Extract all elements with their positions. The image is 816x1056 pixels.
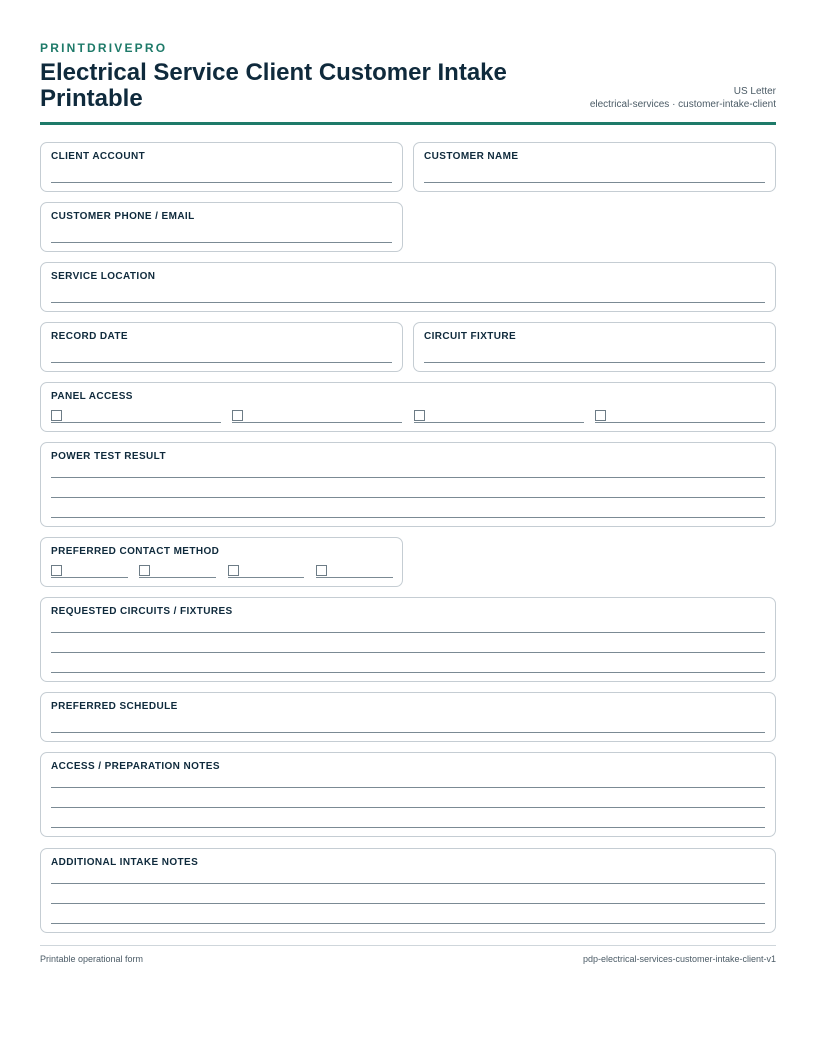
category-path: electrical-services · customer-intake-client	[589, 99, 776, 110]
access-notes-line-2[interactable]	[51, 807, 765, 808]
panel-access-field	[40, 382, 776, 432]
customer-phone-email-field	[40, 202, 403, 252]
additional-notes-line-3[interactable]	[51, 923, 765, 924]
power-test-result-line-3[interactable]	[51, 517, 765, 518]
access-notes-line-1[interactable]	[51, 787, 765, 788]
checkbox[interactable]	[51, 410, 62, 421]
panel-access-option-3[interactable]	[414, 410, 584, 422]
panel-access-option-2[interactable]	[232, 410, 402, 422]
customer-name-field	[413, 142, 776, 192]
access-preparation-notes-field	[40, 752, 776, 837]
checkbox[interactable]	[316, 565, 327, 576]
field-label: POWER TEST RESULT	[51, 451, 166, 462]
record-date-field	[40, 322, 403, 372]
contact-method-option-3[interactable]	[228, 565, 304, 577]
field-label: ACCESS / PREPARATION NOTES	[51, 761, 220, 772]
field-label: ADDITIONAL INTAKE NOTES	[51, 857, 199, 868]
field-label: SERVICE LOCATION	[51, 271, 156, 282]
field-label: CUSTOMER NAME	[424, 151, 519, 162]
checkbox[interactable]	[228, 565, 239, 576]
requested-circuits-line-1[interactable]	[51, 632, 765, 633]
footer-divider	[40, 945, 776, 946]
page-title: Electrical Service Client Customer Intake Printable	[40, 59, 507, 112]
additional-intake-notes-field	[40, 848, 776, 933]
brand-logo-text: PRINTDRIVEPRO	[40, 41, 168, 55]
service-location-input-line[interactable]	[51, 302, 765, 303]
checkbox[interactable]	[414, 410, 425, 421]
preferred-schedule-field	[40, 692, 776, 742]
checkbox[interactable]	[51, 565, 62, 576]
form-meta	[590, 85, 776, 111]
power-test-result-field	[40, 442, 776, 527]
panel-access-option-4[interactable]	[595, 410, 765, 422]
footer-form-id: pdp-electrical-services-customer-intake-client-v1	[582, 954, 776, 964]
field-label: PREFERRED SCHEDULE	[51, 701, 178, 712]
circuit-fixture-input-line[interactable]	[424, 362, 765, 363]
header-divider	[40, 122, 776, 125]
circuit-fixture-field	[413, 322, 776, 372]
preferred-schedule-input-line[interactable]	[51, 732, 765, 733]
customer-name-input-line[interactable]	[424, 182, 765, 183]
preferred-contact-method-field	[40, 537, 403, 587]
customer-phone-email-input-line[interactable]	[51, 242, 392, 243]
additional-notes-line-1[interactable]	[51, 883, 765, 884]
footer-left-text: Printable operational form	[40, 954, 144, 964]
access-notes-line-3[interactable]	[51, 827, 765, 828]
field-label: PREFERRED CONTACT METHOD	[51, 546, 220, 557]
client-account-field	[40, 142, 403, 192]
contact-method-option-1[interactable]	[51, 565, 128, 577]
requested-circuits-line-3[interactable]	[51, 672, 765, 673]
field-label: RECORD DATE	[51, 331, 128, 342]
record-date-input-line[interactable]	[51, 362, 392, 363]
power-test-result-line-1[interactable]	[51, 477, 765, 478]
additional-notes-line-2[interactable]	[51, 903, 765, 904]
checkbox[interactable]	[139, 565, 150, 576]
panel-access-option-1[interactable]	[51, 410, 221, 422]
contact-method-option-2[interactable]	[139, 565, 216, 577]
paper-size: US Letter	[733, 86, 776, 97]
requested-circuits-fixtures-field	[40, 597, 776, 682]
field-label: REQUESTED CIRCUITS / FIXTURES	[51, 606, 233, 617]
power-test-result-line-2[interactable]	[51, 497, 765, 498]
field-label: CLIENT ACCOUNT	[51, 151, 146, 162]
contact-method-option-4[interactable]	[316, 565, 393, 577]
requested-circuits-line-2[interactable]	[51, 652, 765, 653]
field-label: CUSTOMER PHONE / EMAIL	[51, 211, 195, 222]
field-label: CIRCUIT FIXTURE	[424, 331, 517, 342]
checkbox[interactable]	[232, 410, 243, 421]
client-account-input-line[interactable]	[51, 182, 392, 183]
checkbox[interactable]	[595, 410, 606, 421]
service-location-field	[40, 262, 776, 312]
field-label: PANEL ACCESS	[51, 391, 133, 402]
